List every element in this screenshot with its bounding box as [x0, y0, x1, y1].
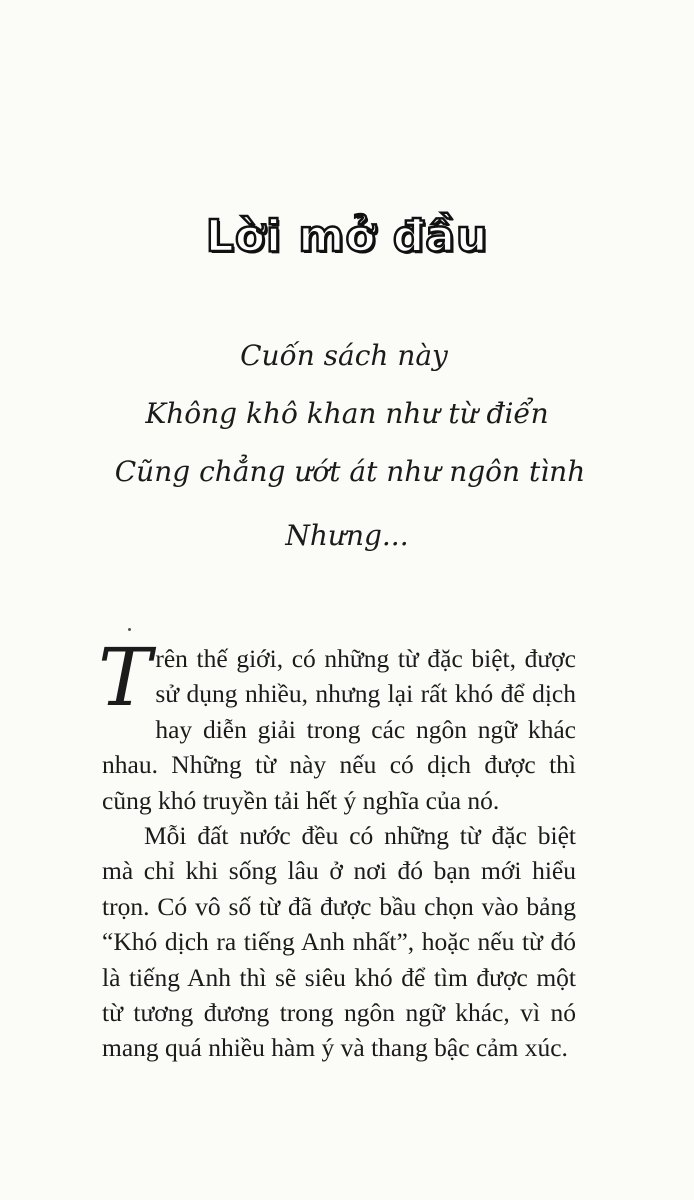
drop-cap-letter: T [98, 631, 152, 724]
poem-line-1: Cuốn sách này [240, 339, 448, 372]
poem-line-4: Nhưng... [285, 519, 409, 552]
body-paragraph-1 [98, 631, 576, 818]
poem-line-2: Không khô khan như từ điển [145, 397, 549, 430]
chapter-title: Lời mở đầu [205, 211, 489, 262]
body-paragraph-2 [102, 818, 576, 1066]
paragraph-1-text: rên thế giới, có những từ đặc biệt, được sử dụng nhiều, nhưng lại rất khó để dịch hay diễn giải trong các ngôn ngữ khác nhau. Những từ này nếu có dịch được thì cũng khó truyền tải hết ý nghĩa của nó. [102, 644, 576, 815]
poem-line-3: Cũng chẳng ướt át như ngôn tình [114, 455, 586, 488]
paragraph-2-text: Mỗi đất nước đều có những từ đặc biệt mà chỉ khi sống lâu ở nơi đó bạn mới hiểu trọn. Có vô số từ đã được bầu chọn vào bảng “Khó dịch ra tiếng Anh nhất”, hoặc nếu từ đó là tiếng Anh thì sẽ siêu khó để tìm được một từ tương đương trong ngôn ngữ khác, vì nó mang quá nhiều hàm ý và thang bậc cảm xúc. [102, 821, 576, 1063]
